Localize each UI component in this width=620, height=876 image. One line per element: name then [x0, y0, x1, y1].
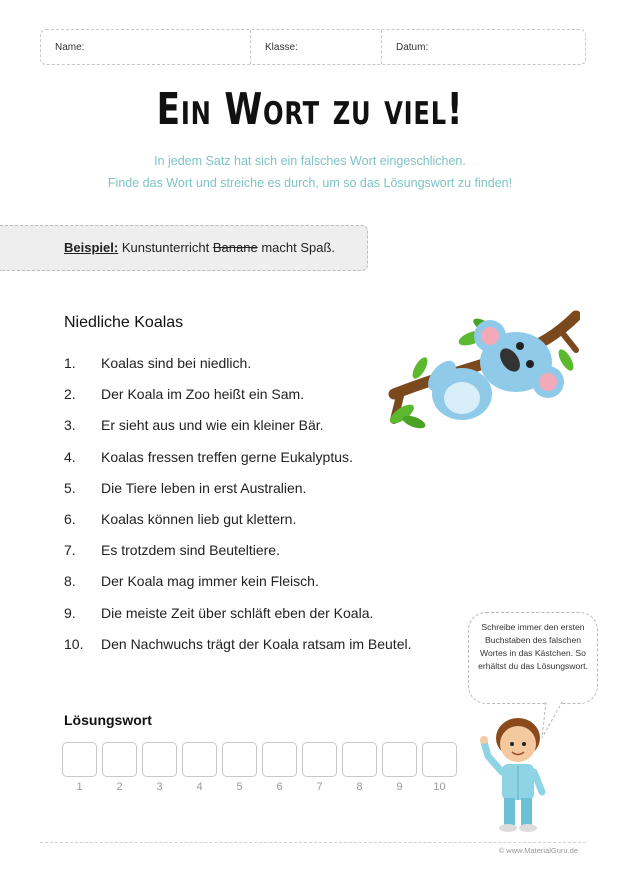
sentence-text: Die meiste Zeit über schläft eben der Koala. — [101, 604, 374, 621]
sentence-item[interactable] — [64, 511, 464, 542]
sentence-text: Die Tiere leben in erst Australien. — [101, 479, 307, 496]
slot-number: 9 — [396, 781, 403, 793]
letter-box[interactable] — [62, 742, 97, 777]
solution-slot — [302, 742, 342, 793]
letter-box[interactable] — [342, 742, 377, 777]
solution-slot — [142, 742, 182, 793]
sentence-number: 3. — [64, 417, 76, 434]
slot-number: 6 — [276, 781, 283, 793]
koala-illustration — [380, 302, 580, 432]
sentence-number: 2. — [64, 386, 76, 403]
sentence-text: Koalas sind bei niedlich. — [101, 355, 252, 371]
klasse-field[interactable] — [250, 30, 381, 64]
solution-slot — [262, 742, 302, 793]
sentence-item[interactable] — [64, 573, 464, 604]
sentence-number: 9. — [64, 604, 76, 621]
sentence-text: Er sieht aus und wie ein kleiner Bär. — [101, 417, 324, 434]
klasse-label: Klasse: — [265, 42, 298, 53]
sentence-number: 5. — [64, 479, 76, 496]
sentence-number: 7. — [64, 542, 76, 559]
example-label: Beispiel: — [64, 240, 119, 255]
slot-number: 10 — [433, 781, 446, 793]
example-text-after: macht Spaß. — [261, 240, 336, 255]
instruction-line-2: Finde das Wort und streiche es durch, um so das Lösungswort zu finden! — [107, 176, 513, 190]
solution-slot — [62, 742, 102, 793]
datum-label: Datum: — [396, 42, 429, 53]
footer-copyright: © www.MaterialGuru.de — [498, 846, 578, 855]
slot-number: 2 — [116, 781, 123, 793]
solution-label: Lösungswort — [64, 712, 152, 728]
name-label: Name: — [55, 42, 85, 53]
speech-bubble: Schreibe immer den ersten Buchstaben des falschen Wortes in das Kästchen. So erhältst du das Lösungswort. — [468, 612, 598, 704]
letter-box[interactable] — [382, 742, 417, 777]
instruction-line-1: In jedem Satz hat sich ein falsches Wort eingeschlichen. — [154, 154, 466, 168]
letter-box[interactable] — [302, 742, 337, 777]
letter-box[interactable] — [422, 742, 457, 777]
page-title: Ein Wort zu viel! — [156, 84, 464, 135]
slot-number: 7 — [316, 781, 323, 793]
sentence-item[interactable] — [64, 480, 464, 511]
sentence-number: 4. — [64, 448, 76, 465]
letter-box[interactable] — [262, 742, 297, 777]
example-text-before: Kunstunterricht — [121, 240, 210, 255]
letter-box[interactable] — [102, 742, 137, 777]
solution-slot — [182, 742, 222, 793]
letter-box[interactable] — [182, 742, 217, 777]
letter-box[interactable] — [142, 742, 177, 777]
slot-number: 1 — [76, 781, 83, 793]
example-struck-word: Banane — [212, 240, 258, 255]
slot-number: 8 — [356, 781, 363, 793]
header-fields — [40, 29, 586, 65]
sentence-item[interactable] — [64, 605, 464, 636]
datum-field[interactable] — [381, 30, 585, 64]
letter-box[interactable] — [222, 742, 257, 777]
solution-boxes — [62, 742, 462, 793]
sentence-text: Koalas fressen treffen gerne Eukalyptus. — [101, 448, 353, 465]
section-title: Niedliche Koalas — [64, 314, 184, 331]
example-box — [0, 225, 368, 271]
sentence-text: Es trotzdem sind Beuteltiere. — [101, 542, 280, 559]
solution-slot — [342, 742, 382, 793]
name-field[interactable] — [41, 30, 250, 64]
sentence-number: 8. — [64, 573, 76, 590]
sentence-item[interactable] — [64, 542, 464, 573]
sentence-number: 10. — [64, 635, 84, 652]
solution-slot — [382, 742, 422, 793]
sentence-text: Den Nachwuchs trägt der Koala ratsam im Beutel. — [101, 635, 412, 652]
slot-number: 3 — [156, 781, 163, 793]
sentence-text: Koalas können lieb gut klettern. — [101, 510, 297, 527]
slot-number: 4 — [196, 781, 203, 793]
slot-number: 5 — [236, 781, 243, 793]
sentence-item[interactable] — [64, 449, 464, 480]
sentence-number: 1. — [64, 355, 76, 371]
boy-illustration — [478, 712, 558, 836]
footer-divider — [40, 842, 586, 843]
sentence-text: Der Koala im Zoo heißt ein Sam. — [101, 386, 305, 403]
solution-slot — [102, 742, 142, 793]
sentence-item[interactable] — [64, 636, 464, 667]
sentence-text: Der Koala mag immer kein Fleisch. — [101, 573, 319, 590]
solution-slot — [222, 742, 262, 793]
sentence-number: 6. — [64, 510, 76, 527]
solution-slot — [422, 742, 462, 793]
